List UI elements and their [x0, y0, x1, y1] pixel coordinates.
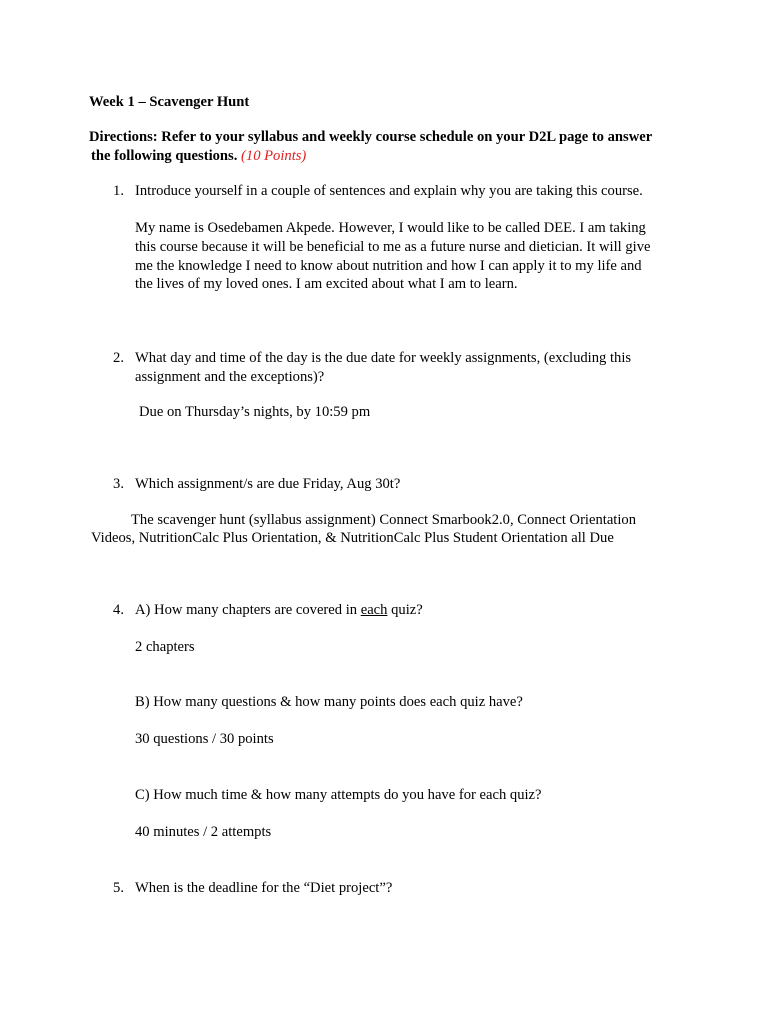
question-3-number: 3. — [113, 476, 124, 492]
directions-line-1: Directions: Refer to your syllabus and weekly course schedule on your D2L page to answer — [89, 129, 653, 145]
points-label: (10 Points) — [241, 148, 307, 164]
question-2-number: 2. — [113, 350, 124, 366]
question-4a-emphasis: each — [360, 602, 388, 618]
question-2-line-2: assignment and the exceptions)? — [135, 369, 325, 385]
answer-4c: 40 minutes / 2 attempts — [135, 824, 272, 840]
document-title: Week 1 – Scavenger Hunt — [89, 94, 250, 110]
question-4b-text: B) How many questions & how many points does each quiz have? — [135, 694, 523, 710]
directions-line-2 — [91, 147, 306, 166]
answer-1-line-3: me the knowledge I need to know about nutrition and how I can apply it to my life and — [135, 258, 642, 274]
answer-3-line-1: The scavenger hunt (syllabus assignment) Connect Smarbook2.0, Connect Orientation — [131, 512, 636, 528]
question-1-text: Introduce yourself in a couple of sentences and explain why you are taking this course. — [135, 183, 643, 199]
answer-2: Due on Thursday’s nights, by 10:59 pm — [139, 404, 371, 420]
question-5-number: 5. — [113, 880, 124, 896]
question-2-line-1: What day and time of the day is the due date for weekly assignments, (excluding this — [135, 350, 632, 366]
question-4-number: 4. — [113, 602, 124, 618]
question-1-number: 1. — [113, 183, 124, 199]
question-4a-text — [135, 601, 423, 620]
question-4c-text: C) How much time & how many attempts do you have for each quiz? — [135, 787, 542, 803]
answer-3-line-2: Videos, NutritionCalc Plus Orientation, & NutritionCalc Plus Student Orientation all Due — [91, 530, 614, 546]
answer-1-line-4: the lives of my loved ones. I am excited about what I am to learn. — [135, 276, 518, 292]
answer-4b: 30 questions / 30 points — [135, 731, 274, 747]
question-4a-suffix: quiz? — [387, 602, 423, 618]
directions-text-end: the following questions. — [91, 148, 238, 164]
question-4a-prefix: A) How many chapters are covered in — [135, 602, 361, 618]
answer-4a: 2 chapters — [135, 639, 195, 655]
question-5-text: When is the deadline for the “Diet project”? — [135, 880, 393, 896]
answer-1-line-2: this course because it will be beneficial to me as a future nurse and dietician. It will give — [135, 239, 651, 255]
answer-1-line-1: My name is Osedebamen Akpede. However, I would like to be called DEE. I am taking — [135, 220, 646, 236]
question-3-text: Which assignment/s are due Friday, Aug 30t? — [135, 476, 401, 492]
